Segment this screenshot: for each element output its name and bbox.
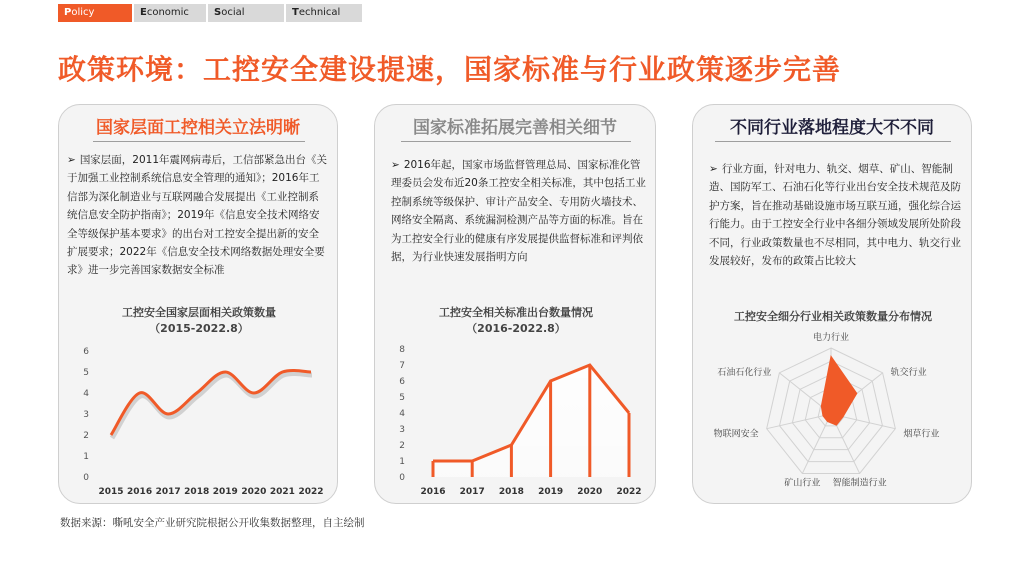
- x-tick-label: 2020: [577, 487, 603, 497]
- series-line: [111, 370, 311, 435]
- panel-title: 国家标准拓展完善相关细节: [413, 118, 617, 138]
- area-chart-standards: [375, 337, 657, 502]
- x-tick-label: 2017: [155, 487, 181, 497]
- chart-title: 工控安全相关标准出台数量情况 （2016-2022.8）: [439, 306, 593, 335]
- radar-axis-label: 矿山行业: [784, 478, 821, 489]
- divider: [93, 141, 305, 142]
- tab-technical[interactable]: Technical: [286, 4, 362, 22]
- x-tick-label: 2018: [498, 487, 524, 497]
- panel-national-standards: [374, 104, 656, 504]
- x-tick-label: 2021: [269, 487, 295, 497]
- y-tick-label: 3: [399, 425, 405, 435]
- panel-industry: [692, 104, 972, 504]
- y-tick-label: 4: [399, 409, 405, 419]
- y-tick-label: 6: [399, 377, 405, 387]
- x-tick-label: 2018: [184, 487, 210, 497]
- value-bar: [588, 365, 591, 477]
- tab-social[interactable]: Social: [208, 4, 284, 22]
- y-tick-label: 5: [83, 368, 89, 378]
- radar-axis-label: 智能制造行业: [832, 478, 887, 489]
- y-tick-label: 1: [83, 452, 89, 462]
- x-tick-label: 2019: [212, 487, 238, 497]
- bullet-arrow-icon: ➢: [67, 154, 76, 166]
- panel-text: ➢ 国家层面，2011年震网病毒后，工信部紧急出台《关于加强工业控制系统信息安全管理的通知》；2016年工信部为深化制造业与互联网融合发展提出《工业控制系统信息安全防护指南》；2019年《信息安全技术网络安全等级保护基本要求》的出台对工控安全提出新的安全扩展要求；2022年《信息安全技术网络数据处理安全要求》进一步完善国家数据安全标准: [67, 154, 328, 277]
- radar-axis-label: 电力行业: [812, 333, 850, 343]
- panel-text: ➢ 2016年起，国家市场监督管理总局、国家标准化管理委员会发布近20条工控安全相关标准，其中包括工业控制系统等级保护、审计产品安全、专用防火墙技术、网络安全隔离、系统漏洞检测产品等方面的标准。旨在为工控安全行业的健康有序发展提供监督标准和评判依据，为行业快速发展指明方向: [391, 159, 646, 264]
- value-bar: [549, 381, 552, 477]
- series-line-shadow: [112, 373, 312, 438]
- y-tick-label: 7: [399, 361, 405, 371]
- panel-title: 不同行业落地程度大不不同: [730, 118, 934, 138]
- y-tick-label: 1: [399, 457, 405, 467]
- panel-text: ➢ 行业方面，针对电力、轨交、烟草、矿山、智能制造、国防军工、石油石化等行业出台安全技术规范及防护方案，旨在推动基础设施市场互联互通，强化综合运行能力。由于工控安全行业中各细分领域发展所处阶段不同，行业政策数量也不尽相同，其中电力、轨交行业发展较好，发布的政策占比较大: [709, 163, 961, 268]
- chart-title: 工控安全国家层面相关政策数量 （2015-2022.8）: [122, 306, 276, 335]
- x-tick-label: 2022: [298, 487, 324, 497]
- value-bar: [510, 445, 513, 477]
- tab-policy[interactable]: Policy: [58, 4, 132, 22]
- y-tick-label: 4: [83, 389, 89, 399]
- bullet-arrow-icon: ➢: [709, 163, 718, 175]
- panel-title: 国家层面工控相关立法明晰: [96, 118, 300, 138]
- tab-bar: [58, 4, 364, 22]
- radar-axis-label: 轨交行业: [890, 367, 927, 378]
- y-tick-label: 6: [83, 347, 89, 357]
- y-tick-label: 8: [399, 345, 405, 355]
- radar-chart-industries: [693, 331, 973, 503]
- divider: [715, 141, 951, 142]
- x-tick-label: 2019: [538, 487, 564, 497]
- value-bar: [432, 461, 435, 477]
- radar-axis-label: 石油石化行业: [717, 367, 772, 378]
- chart-title: 工控安全细分行业相关政策数量分布情况: [734, 310, 932, 323]
- radar-axis-label: 烟草行业: [903, 429, 940, 440]
- y-tick-label: 5: [399, 393, 405, 403]
- x-tick-label: 2020: [241, 487, 267, 497]
- data-source: 数据来源：嘶吼安全产业研究院根据公开收集数据整理，自主绘制: [60, 517, 365, 529]
- x-tick-label: 2016: [127, 487, 153, 497]
- radar-spoke: [802, 414, 831, 473]
- x-tick-label: 2015: [98, 487, 124, 497]
- page-title: 政策环境：工控安全建设提速，国家标准与行业政策逐步完善: [58, 53, 842, 86]
- radar-axis-label: 物联网安全: [713, 429, 759, 440]
- x-tick-label: 2022: [616, 487, 642, 497]
- divider: [401, 141, 631, 142]
- radar-series-area: [821, 356, 856, 425]
- x-tick-label: 2016: [420, 487, 446, 497]
- y-tick-label: 3: [83, 410, 89, 420]
- value-bar: [471, 461, 474, 477]
- y-tick-label: 2: [399, 441, 405, 451]
- value-bar: [628, 413, 631, 477]
- y-tick-label: 0: [83, 473, 89, 483]
- y-tick-label: 0: [399, 473, 405, 483]
- tab-economic[interactable]: Economic: [134, 4, 206, 22]
- line-chart-national-policies: [59, 337, 339, 502]
- y-tick-label: 2: [83, 431, 89, 441]
- bullet-arrow-icon: ➢: [391, 159, 400, 171]
- x-tick-label: 2017: [459, 487, 485, 497]
- panel-national-law: [58, 104, 338, 504]
